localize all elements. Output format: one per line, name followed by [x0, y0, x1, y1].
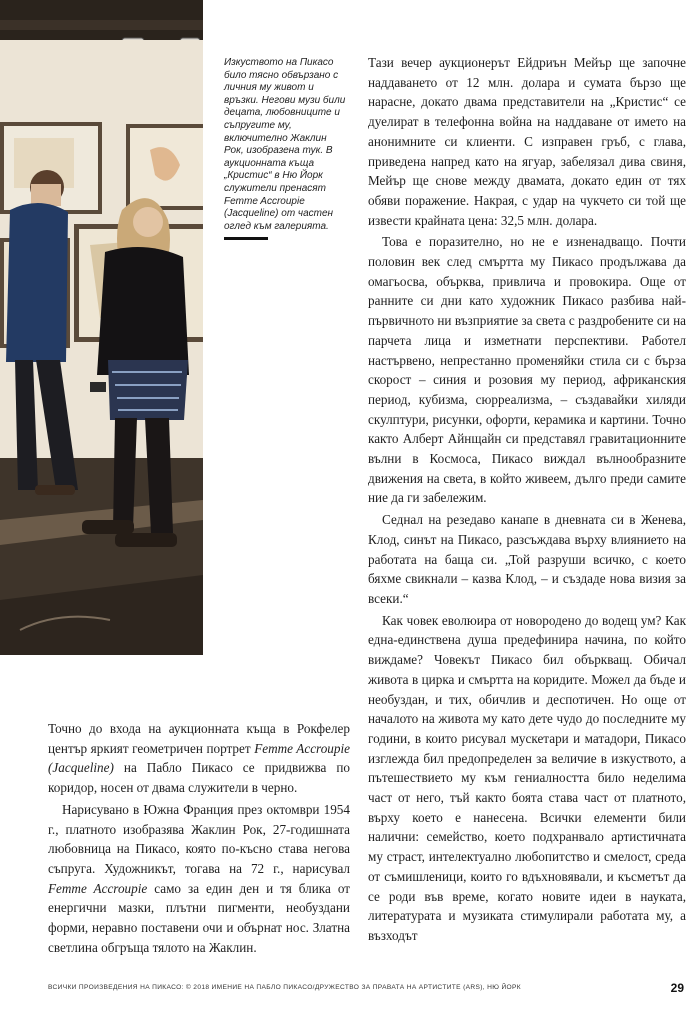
caption-rule: [224, 237, 268, 240]
paragraph: Нарисувано в Южна Франция през октомври 1954 г., платното изобразява Жаклин Рок, 27-годишната любовница на Пикасо, която по-късно става негова съпруга. Художникът, тогава на 72 г., нарисувал Femme Accroupie само за един ден и тя блика от енергични мазки, плътни пигменти, необуздани форми, неравно поставени очи и обърнат нос. Златна светлина обгръща тялото на Жаклин.: [48, 801, 350, 955]
artwork-title: Femme Accroupie: [48, 880, 148, 896]
article-column-right: [368, 53, 686, 946]
artwork-title: Femme Accroupie (Jacqueline): [48, 740, 350, 776]
paragraph: Тази вечер аукционерът Ейдриън Мейър ще започне наддаването от 12 млн. долара и сумата бързо ще нарасне, докато двама представители на „Кристис“ се дуелират в телефонна война на наддаване от името на анонимните си клиенти. С изправен гръб, с глава, приведена напред като на ягуар, забелязал дива свиня, Мейър ще снове между двамата, докато един от тях обяви поражение. Накрая, с удар на чукчето си той ще извести крайната цена: 32,5 млн. долара.: [368, 55, 686, 228]
photo-caption: [224, 57, 348, 240]
paragraph: Точно до входа на аукционната къща в Рокфелер център яркият геометричен портрет Femme Accroupie (Jacqueline) на Пабло Пикасо се придвижва по коридор, носен от двама служители в черно.: [48, 721, 350, 796]
gallery-photo-illustration: [0, 0, 203, 655]
photo-credit: ВСИЧКИ ПРОИЗВЕДЕНИЯ НА ПИКАСО: © 2018 ИМЕНИЕ НА ПАБЛО ПИКАСО/ДРУЖЕСТВО ЗА ПРАВАТА НА АРТИСТИТЕ (ARS), НЮ ЙОРК: [48, 984, 521, 991]
paragraph: Седнал на резедаво канапе в дневната си в Женева, Клод, синът на Пикасо, разсъждава върху влиянието на работата на баща си. „Той разруши всичко, с което бяхме свикнали – казва Клод, – и създаде нова визия за всеки.“: [368, 512, 686, 606]
caption-text: Изкуството на Пикасо било тясно обвързано с личния му живот и връзки. Негови музи били децата, любовниците и съпругите му, включително Жаклин Рок, изобразена тук. В аукционната къща „Кристис“ в Ню Йорк служители пренасят Femme Accroupie (Jacqueline) от частен оглед към галерията.: [224, 57, 346, 232]
gallery-photo: [0, 0, 203, 655]
paragraph: Това е поразително, но не е изненадващо. Почти половин век след смъртта му Пикасо продължава да омагьосва, обърква, привлича и провокира. Още от ранните си дни като художник Пикасо разбива най-първичното ни възприятие за света с раздробените си на парчета лица и изметнати перспективи. Работел настървено, непрестанно променяйки стила си с бърза скорост – синия и розовия му период, африканския период, кубизма, сюрреализма, – създавайки хиляди скулптури, рисунки, офорти, керамика и картини. Точно както Алберт Айнщайн си представял гравитационните вълни в Космоса, Пикасо виждал вълнообразните движения на света, в който живеем, дълго преди самите ние да ги забележим.: [368, 234, 686, 506]
article-column-left: [48, 719, 350, 957]
paragraph: Как човек еволюира от новороденo до водещ ум? Как една-единствена душа предефинира начина, по който виждаме? Човекът Пикасо бил объркващ. Обичал живота в цирка и смъртта на коридите. Можел да бъде и необуздан, и тих, обичлив и деспотичен. Но още от началото на живота му като дете чудо до последните му години, в които рисувал мускетари и матадори, Пикасо изглежда бил предопределен за величие в изкуството, а пътешествието му към гениалността било неделима част от него, тъй както боята става част от платното, върху което е нанесена. Всички елементи били налични: семейство, което подхранвало артистичната му страст, интелектуално любопитство и смелост, среда от съмишленици, които го вдъхновявали, и късметът да се роди във време, когато новите идеи в науката, литературата и музиката стимулирали работата му, а възходът: [368, 612, 686, 943]
page-number: 29: [670, 981, 684, 995]
caption-artwork-title: Femme Accroupie (Jacqueline): [224, 195, 305, 220]
page-footer: [48, 983, 684, 997]
